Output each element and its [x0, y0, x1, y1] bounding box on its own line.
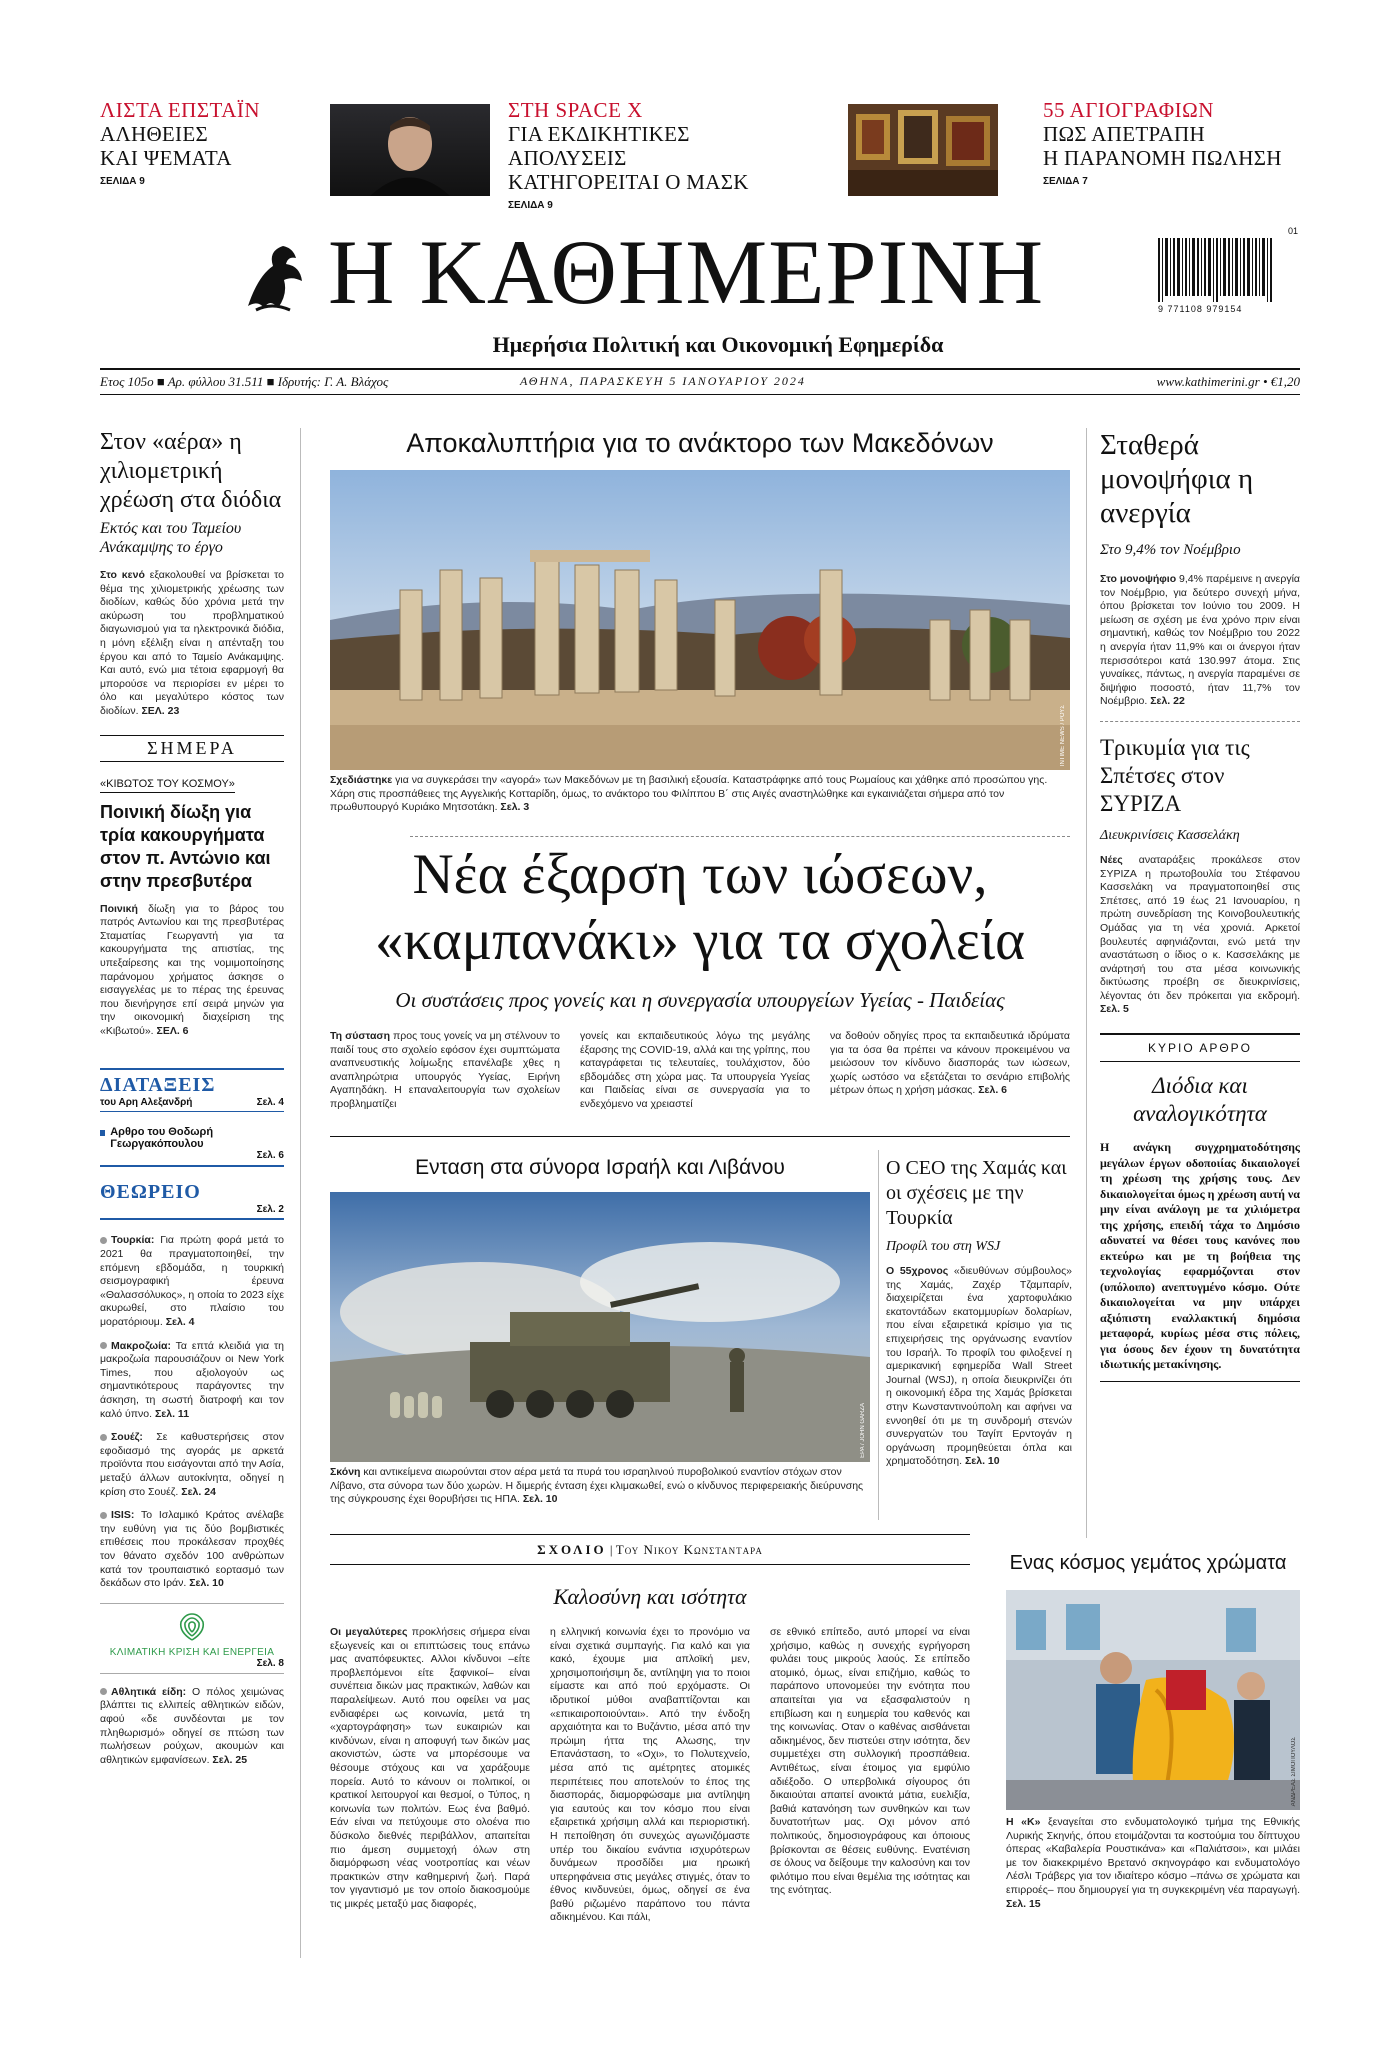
- theorio-page: Σελ. 2: [256, 1204, 284, 1216]
- main-col-text: γονείς και εκπαιδευτικούς λόγω της μεγάλης έξαρσης της COVID-19, αλλά και της γρίπης, που καταγράφεται τις τελευταίες, τουλάχιστον, δύο εβδομάδες στη χώρα μας. Τα υπουργεία Υγείας και Παιδείας είναι σε συνεργασία για το ενδεχόμενο να χρειαστεί: [580, 1030, 810, 1110]
- brief-item[interactable]: [100, 1234, 284, 1329]
- left-divider: [300, 428, 301, 1958]
- kivotos-headline[interactable]: Ποινική δίωξη για τρία κακουργήματα στον π. Αντώνιο και στην πρεσβυτέρα: [100, 801, 271, 891]
- comment-header: [330, 1542, 970, 1558]
- hamas-ref[interactable]: Σελ. 10: [964, 1455, 1000, 1468]
- comment-label: ΣΧΟΛΙΟ: [537, 1542, 607, 1557]
- diataxeis-page: Σελ. 4: [256, 1097, 284, 1109]
- israel-caption-ref[interactable]: Σελ. 10: [522, 1493, 558, 1506]
- teaser-headline: ΑΛΗΘΕΙΕΣ: [100, 122, 208, 146]
- toll-sub: Εκτός και του Ταμείου Ανάκαμψης το έργο: [100, 520, 242, 556]
- teaser-headline: ΚΑΙ ΨΕΜΑΤΑ: [100, 146, 232, 170]
- brief-text: Σε καθυστερήσεις στον εφοδιασμό της αγοράς με αρκετά προϊόντα που εισάγονται από την Ασία, μεταξύ άλλων αυτοκίνητα, οδηγεί η κρίση στο Σουέζ.: [100, 1431, 284, 1498]
- editorial-body: Η ανάγκη συγχρηματοδότησης μεγάλων έργων οδοποιίας δικαιολογεί τη χρέωση της χρήσης τους. Δεν δικαιολογείται όμως η χρέωση αυτή να μην είναι ανάλογη με τα χιλιόμετρα της χρήσης, επειδή τάχα το Δημόσιο αδυνατεί να θέσει τους κανόνες που εκτεύρω και με τη βοήθεια της τεχνολογίας εφαρμόζονται στον (υπόλοιπο) ανεπτυγμένο κόσμο. Ούτε δικαιολογείται να μην υπάρχει αξιόπιστη εναλλακτική δημόσια μεταφορά, κυρίως μέσα στις πόλεις, για όσους δεν έχουν τη δυνατότητα ιδιωτικής μετακίνησης.: [1100, 1140, 1300, 1382]
- colors-caption-ref[interactable]: Σελ. 15: [1006, 1897, 1041, 1910]
- arthro-block[interactable]: [100, 1126, 284, 1167]
- toll-body: [100, 569, 284, 719]
- comment-col-1: [330, 1626, 530, 1911]
- hamas-lead: Ο 55χρονος: [886, 1265, 949, 1277]
- brief-text: Τα επτά κλειδιά για τη μακροζωία παρουσιάζουν οι New York Times, που αξιολογούν ως σημαντικότερους παράγοντες την άσκηση, τη σωστή διατροφή και τον καλό ύπνο.: [100, 1339, 284, 1420]
- toll-text: εξακολουθεί να βρίσκεται το θέμα της χιλιομετρικής χρέωσης των διοδίων, καθώς δύο χρόνια μετά την ακύρωση του προβληματικού διαγωνισμού για τα ηλεκτρονικά διόδια, η μόνη εξέλιξη είναι η απένταξη του έργου και από το Ταμείο Ανάκαμψης. Και αυτό, ενώ μια τέτοια εφαρμογή θα μπορούσε να περιορίσει εν μέρει το όλο και μεγαλύτερο κόστος των διοδίων.: [100, 569, 284, 717]
- israel-caption-lead: Σκόνη: [330, 1466, 361, 1478]
- brief-item[interactable]: [100, 1509, 284, 1591]
- artillery-image-icon: [330, 1192, 870, 1462]
- masthead-title: Η ΚΑΘΗΜΕΡΙΝΗ: [328, 221, 1045, 323]
- colors-caption-lead: Η «Κ»: [1006, 1816, 1041, 1828]
- syriza-headline[interactable]: Τρικυμία για τις Σπέτσες στον ΣΥΡΙΖΑ: [1100, 734, 1250, 816]
- bullet-dot-icon: [100, 1688, 107, 1695]
- right-column: [1100, 428, 1300, 1382]
- barcode-bars-icon: [1158, 238, 1278, 302]
- unemp-sub: Στο 9,4% τον Νοέμβριο: [1100, 542, 1241, 558]
- main-col-text: να δοθούν οδηγίες προς τα εκπαιδευτικά ιδρύματα για τα όσα θα πρέπει να κάνουν προκειμένου να μειώσουν τον κίνδυνο διασποράς των ιώσεων, χωρίς ωστόσο να εξετάζεται το σενάριο επιβολής μέτρων όπως η χρήση μάσκας.: [830, 1030, 1070, 1097]
- toll-lead: Στο κενό: [100, 569, 145, 581]
- unemp-lead: Στο μονοψήφιο: [1100, 573, 1177, 585]
- climate-page: Σελ. 8: [256, 1657, 284, 1669]
- colors-caption: [1006, 1816, 1300, 1911]
- brief-lead: Τουρκία:: [111, 1234, 155, 1247]
- palace-photo-credit: INTIME NEWS / ΡΟΥΣ: [1060, 704, 1066, 766]
- editorial-label: ΚΥΡΙΟ ΑΡΘΡΟ: [1100, 1035, 1300, 1062]
- teaser-kicker: ΣΤΗ SPACE X: [508, 98, 643, 122]
- main-col-3: [830, 1030, 1070, 1098]
- brief-lead: Μακροζωία:: [111, 1339, 171, 1352]
- climate-label: ΚΛΙΜΑΤΙΚΗ ΚΡΙΣΗ ΚΑΙ ΕΝΕΡΓΕΙΑ: [109, 1646, 275, 1658]
- hamas-body: [886, 1265, 1072, 1469]
- griffin-logo-icon: [238, 236, 308, 316]
- brief-lead: Σουέζ:: [111, 1431, 143, 1444]
- briefs-list: [100, 1234, 284, 1590]
- comment-text: προκλήσεις σήμερα είναι εξωγενείς και οι επιπτώσεις τους επάνω μας αναπόφευκτες. Αλλοι κίνδυνοι –είτε προβλεπόμενοι είτε ξαφνικοί– είναι συνέπεια δικών μας πρακτικών, λαθών και παραλείψεων. Αυτό που οφείλει να μας ενδιαφέρει ως κοινωνία, μετά τη «χαρτογράφηση» των ευκαιριών και κινδύνων, είναι η αποφυγή των δικών μας ακονιστών, ώστε να μπορέσουμε να θέσουμε στόχους και να χαράξουμε πορεία. Αυτό το κάνουν οι πολιτικοί, οι κρατικοί λειτουργοί και θεσμοί, ο Τύπος, η κοινωνία των πολιτών. Εως ένα βαθμό. Εάν είναι να πετύχουμε στο ολοένα πιο δύσκολο διεθνές περιβάλλον, απαιτείται πιο άμεση συμμετοχή όλων στη διαμόρφωση νέας νοοτροπίας και νέων πρακτικών στην καθημερινή ζωή. Παρά τον γιγαντισμό με τον οποίο διακοσμούμε τις μικρές μεταξύ μας διαφορές,: [330, 1626, 530, 1910]
- comment-separator: |: [609, 1542, 616, 1557]
- colors-photo-credit: ΑΝΔΡΕΑΣ ΣΙΜΟΠΟΥΛΟΣ: [1291, 1736, 1297, 1806]
- brief-text: Για πρώτη φορά μετά το 2021 θα πραγματοποιηθεί, την επόμενη εβδομάδα, η τουρκική σεισμογραφική έρευνα «Θαλασσόλυκος», η οποία το 2023 είχε ακυρωθεί, στο πλαίσιο του μορατόριουμ.: [100, 1234, 284, 1329]
- comment-col-3: [770, 1626, 970, 1898]
- masthead-rule-top: [100, 368, 1300, 370]
- theorio-block[interactable]: [100, 1181, 284, 1220]
- icons-artwork-icon: [848, 104, 998, 196]
- teaser-epstein[interactable]: [100, 98, 300, 187]
- brief-item[interactable]: [100, 1340, 284, 1422]
- center-divider: [878, 1150, 879, 1520]
- colors-caption-text: ξεναγείται στο ενδυματολογικό τμήμα της Εθνικής Λυρικής Σκηνής, όπου ετοιμάζονται τα κοστούμια του δίπτυχου όπερας «Καβαλερία Ρουστικάνα» και «Παλιάτσοι», και μιλάει με τον διακεκριμένο Βρετανό σκηνογράφο και ενδυματολόγο Λέσλι Τράβερς για τον ιδιαίτερο κόσμο –πάνω σε χρώματα και επιρροές– που δημιουργεί για τη συγκεκριμένη νέα παραγωγή.: [1006, 1816, 1300, 1896]
- comment-col-2: [550, 1626, 750, 1925]
- diataxeis-meta: [100, 1097, 284, 1112]
- syriza-text: αναταράξεις προκάλεσε στον ΣΥΡΙΖΑ η πρωτοβουλία του Στέφανου Κασσελάκη να πραγματοποιηθεί στις Σπέτσες, από 19 έως 21 Ιανουαρίου, η πρώτη συνεδρίαση της Κοινοβουλευτικής Ομάδας για τη νέα χρονιά. Αρκετοί βουλευτές αφηνιάζονται, ενώ μετά την αναστάτωση ο ίδιος ο κ. Κασσελάκης με ανάρτησή του στα μέσα κοινωνικής δικτύωσης προέβη σε διευκρινίσεις, λέγοντας ότι δεν πρόκειται για εκδρομή.: [1100, 853, 1300, 1002]
- simera-section: [100, 735, 284, 762]
- masthead-subtitle: Ημερήσια Πολιτική και Οικονομική Εφημερίδα: [492, 332, 944, 357]
- diataxeis-author: του Αρη Αλεξανδρή: [100, 1097, 193, 1109]
- kivotos-lead: Ποινική: [100, 902, 138, 915]
- syriza-ref[interactable]: Σελ. 5: [1100, 1003, 1129, 1016]
- israel-caption: [330, 1466, 870, 1507]
- square-bullet-icon: [100, 1130, 105, 1136]
- sport-ref: Σελ. 25: [212, 1753, 248, 1766]
- theorio-title: ΘΕΩΡΕΙΟ: [100, 1181, 201, 1204]
- palace-headline[interactable]: Αποκαλυπτήρια για το ανάκτορο των Μακεδόνων: [406, 428, 994, 458]
- right-divider: [1086, 428, 1087, 1538]
- barcode-number: 9 771108 979154: [1158, 304, 1243, 314]
- comment-title[interactable]: Καλοσύνη και ισότητα: [553, 1584, 747, 1609]
- masthead-meta-right: www.kathimerini.gr • €1,20: [1156, 374, 1300, 389]
- teaser-kicker: ΛΙΣΤΑ ΕΠΣΤΑΪΝ: [100, 98, 261, 122]
- israel-caption-text: και αντικείμενα αιωρούνται στον αέρα μετά τα πυρά του ισραηλινού πυροβολικού εναντίον στόχων στον Λίβανο, στα σύνορα των δύο χωρών. Η διμερής ένταση έχει κλιμακωθεί, ενώ ο κίνδυνος περιφερειακής διεύρυνσης της σύγκρουσης έχει θορυβήσει τις ΗΠΑ.: [330, 1466, 864, 1506]
- teaser-kicker: 55 ΑΓΙΟΓΡΑΦΙΩΝ: [1043, 98, 1214, 122]
- masthead-meta-date: ΑΘΗΝΑ, ΠΑΡΑΣΚΕΥΗ 5 ΙΑΝΟΥΑΡΙΟΥ 2024: [520, 374, 806, 388]
- toll-ref[interactable]: ΣΕΛ. 23: [141, 704, 180, 717]
- teaser-page: ΣΕΛΙΔΑ 9: [100, 176, 145, 187]
- bullet-dot-icon: [100, 1342, 107, 1349]
- fingerprint-leaf-icon: [175, 1612, 209, 1642]
- icons-photo: [848, 104, 998, 196]
- main-col-1: [330, 1030, 560, 1112]
- bullet-dot-icon: [100, 1512, 107, 1519]
- sport-text: Ο πόλος χειμώνας βλάπτει τις ελλιπείς αθλητικών ειδών, αφού «δε συνδέονται με τον πληθωρισμό» οδηγεί σε πτώση των πωλήσεων ρούχων, ακουμών και αθλητικών εμφανίσεων.: [100, 1685, 284, 1766]
- diataxeis-block[interactable]: [100, 1068, 284, 1112]
- masthead-rule-bottom: [100, 394, 1300, 395]
- barcode-issue: 01: [1287, 226, 1298, 236]
- musk-portrait-icon: [330, 104, 490, 196]
- colors-headline[interactable]: Ενας κόσμος γεμάτος χρώματα: [1009, 1552, 1287, 1574]
- teaser-icons[interactable]: [1043, 98, 1303, 187]
- teaser-headline: ΚΑΤΗΓΟΡΕΙΤΑΙ Ο ΜΑΣΚ: [508, 170, 749, 194]
- hamas-sub: Προφίλ του στη WSJ: [886, 1239, 1001, 1254]
- main-headline[interactable]: [318, 842, 1082, 974]
- palace-caption-lead: Σχεδιάστηκε: [330, 774, 393, 786]
- palace-caption: [330, 774, 1070, 815]
- kivotos-ref[interactable]: ΣΕΛ. 6: [156, 1024, 189, 1037]
- masthead-meta-left: Ετος 105ο ■ Αρ. φύλλου 31.511 ■ Ιδρυτής: Γ. Α. Βλάχος: [100, 374, 389, 389]
- climate-block[interactable]: [100, 1603, 284, 1674]
- unemp-text: 9,4% παρέμεινε η ανεργία τον Νοέμβριο, για δεύτερο συνεχή μήνα, όπου βρίσκεται τον Ιούνιο του 2009. Η μείωση σε σχέση με ένα χρόνο πριν είναι σημαντική, καθώς τον Νοέμβριο του 2022 η ανεργία ήταν 11,9% και οι άνεργοι ήταν περισσότεροι κατά 130.997 άτομα. Στις γυναίκες, πάντως, η ανεργία παραμένει σε διψήφιο ποσοστό, ήταν 11,7% τον Νοέμβριο.: [1100, 573, 1300, 708]
- editorial-box: [1100, 1033, 1300, 1382]
- diataxeis-title: ΔΙΑΤΑΞΕΙΣ: [100, 1074, 216, 1097]
- main-col-2: [580, 1030, 810, 1112]
- teaser-headline: ΠΩΣ ΑΠΕΤΡΑΠΗ: [1043, 122, 1205, 146]
- barcode: [1158, 228, 1298, 318]
- comment-author: Του Νικου Κωνσταντaρα: [615, 1542, 763, 1557]
- hamas-headline[interactable]: Ο CEO της Χαμάς και οι σχέσεις με την Τουρκία: [886, 1157, 1067, 1229]
- hamas-story: [886, 1156, 1072, 1469]
- brief-ref: Σελ. 11: [154, 1407, 190, 1420]
- arthro-text-row: [100, 1126, 284, 1150]
- main-subheadline: Οι συστάσεις προς γονείς και η συνεργασία υπουργείων Υγείας - Παιδείας: [395, 988, 1005, 1012]
- kivotos-text: δίωξη για το βάρος του πατρός Αντωνίου και της πρεσβυτέρας Σταματίας Γεωργαντή για τα κακουργήματα της απιστίας, της υπεξαίρεσης και της νομιμοποίησης παράνομου χρήματος άσκησε ο εισαγγελέας με το πέρας της έρευνας που διενήργησε επί σειρά μηνών για την οικονομική διαχείριση της «Κιβωτού».: [100, 902, 284, 1037]
- separator: [1100, 721, 1300, 722]
- arthro-text: Αρθρο του Θοδωρή Γεωργακόπουλου: [110, 1126, 214, 1151]
- main-col-lead: Τη σύσταση: [330, 1030, 390, 1042]
- palace-photo: [330, 470, 1070, 770]
- kivotos-body: [100, 903, 284, 1039]
- teaser-page: ΣΕΛΙΔΑ 7: [1043, 176, 1088, 187]
- bullet-dot-icon: [100, 1237, 107, 1244]
- brief-item[interactable]: [100, 1431, 284, 1499]
- separator: [410, 836, 1070, 837]
- teaser-page: ΣΕΛΙΔΑ 9: [508, 200, 553, 211]
- palace-caption-text: για να συγκεράσει την «αγορά» των Μακεδόνων με τη βασιλική εξουσία. Καταστράφηκε από τους Ρωμαίους και χάθηκε από προσώπου γης. Χάρη στις προσπάθειες της Αγγελικής Κοτταρίδη, όμως, το ανάκτορο του Φιλίππου Β΄ στις Αιγές αναστηλώθηκε και εγκαινιάζεται σήμερα από τον πρωθυπουργό Κυριάκο Μητσοτάκη.: [330, 774, 1048, 814]
- brief-text: Το Ισλαμικό Κράτος ανέλαβε την ευθύνη για τις δύο βομβιστικές επιθέσεις που προκάλεσαν προχθές τον θάνατο σχεδόν 100 ανθρώπων κατά τον τρουπαιστικό εορτασμό των δεκάδων στο Ιράν.: [100, 1509, 284, 1590]
- sport-lead: Αθλητικά είδη:: [111, 1685, 187, 1698]
- syriza-body: [1100, 854, 1300, 1017]
- brief-lead: ISIS:: [111, 1509, 135, 1522]
- editorial-title[interactable]: Διόδια και αναλογικότητα: [1133, 1073, 1267, 1127]
- teaser-spacex[interactable]: [508, 98, 808, 211]
- main-bottom-rule: [330, 1136, 1070, 1137]
- comment-text: η ελληνική κοινωνία έχει το προνόμιο να είναι σχετικά συμπαγής. Για καλό και για κακό, έχουμε μια απλοϊκή μεν, χρησιμοποιήσιμη δε, αντίληψη για το ποιοι είμαστε και από πού ερχόμαστε. Οι ιδρυτικοί μύθοι αναβαπτίζονται και «επικαιροποιούνται». Από την ένδοξη αρχαιότητα και το Βυζάντιο, μέσα από την πρώιμη ήττα της Αλωσης, την Επανάσταση, το «Οχι», το Πολυτεχνείο, μέσα από τις αμέτρητες ατομικές περιπέτειες που αποτελούν το έπος της διασποράς, διαμορφώσαμε μια αντίληψη για εαυτούς και τον κόσμο που είναι εξαιρετικά χρήσιμη αλλά και περιοριστική. Η πεποίθηση ότι συνεχώς αγωνιζόμαστε υπέρ του δικαίου ενάντια ισχυρότερων δυνάμεων προσδίδει μια ηρωική υπερηφάνεια στις μεγάλες στιγμές, όταν το έθνος κινδυνεύει, όμως, οδηγεί σε ένα βαθύ ριζωμένο παράπονο του πάντα αδικημένου. Και πάλι,: [550, 1626, 750, 1924]
- ancient-columns-image-icon: [330, 470, 1070, 770]
- unemp-ref[interactable]: Σελ. 22: [1150, 695, 1185, 708]
- palace-caption-ref[interactable]: Σελ. 3: [500, 801, 530, 814]
- brief-ref: Σελ. 24: [181, 1485, 216, 1498]
- bullet-dot-icon: [100, 1434, 107, 1441]
- unemp-headline[interactable]: Σταθερά μονοψήφια η ανεργία: [1100, 429, 1254, 529]
- unemp-body: [1100, 573, 1300, 709]
- colors-photo: [1006, 1590, 1300, 1810]
- comment-text: σε εθνικό επίπεδο, αυτό μπορεί να είναι χρήσιμο, καθώς η συνεχής εγρήγορση φυλάει τους μικρούς λαούς. Σε επίπεδο ατομικό, όμως, είναι επιζήμιο, καθώς το παράπονο υπονομεύει την ενότητα που απαιτείται για να εξασφαλιστούν η επιβίωση και η ευημερία του καθενός και της κοινωνίας. Οταν ο καθένας αισθάνεται αδικημένος, δεν πιστεύει στην ισότητα, δεν συμμετέχει στη συλλογική προσπάθεια. Αντιθέτως, είναι έτοιμος για εμφύλιο αδιέξοδο. Ο υπερβολικά σίγουρος ότι δικαιούται απαιτεί ανοικτά μάτια, ευελιξία, βαθιά κατανόηση των συνθηκών και των δυνατοτήτων μας. Οχι μόνον από πολιτικούς, δημοσιογράφους και όποιους βρίσκονται σε θέσεις ευθύνης. Ενατένιση σε όλους να δείξουμε την καλοσύνη και τον φιλότιμο που είναι θεμέλια της ισότητας και της ενότητας.: [770, 1626, 970, 1897]
- toll-headline[interactable]: Στον «αέρα» η χιλιομετρική χρέωση στα διόδια: [100, 429, 282, 513]
- syriza-lead: Νέες: [1100, 853, 1123, 866]
- hamas-text: «διευθύνων σύμβουλος» της Χαμάς, Ζαχέρ Τζαμπαρίν, διαχειρίζεται ένα χαρτοφυλάκιο εκατοντάδων εκατομμυρίων δολαρίων, που είναι εξαιρετικά κρίσιμο για τις επιχειρήσεις της οργάνωσης εναντίον του Ισραήλ. Το προφίλ του φιλοξενεί η αμερικανική εφημερίδα Wall Street Journal (WSJ), η οποία διευκρινίζει ότι η οικονομική έδρα της Χαμάς βρίσκεται στην Κωνσταντινούπολη και αφήνει να εννοηθεί ότι με τη συνδρομή στενών συνεργατών του Ταγίπ Ερντογάν η οργάνωση προμηθεύεται όπλα και χρηματοδότηση.: [886, 1265, 1073, 1468]
- simera-label: ΣΗΜΕΡΑ: [147, 737, 237, 758]
- israel-photo-credit: EPA / JOHN GARZA: [860, 1403, 866, 1458]
- comment-rule-mid: [330, 1564, 970, 1565]
- comment-lead: Οι μεγαλύτερες: [330, 1626, 408, 1638]
- main-headline-line2: «καμπανάκι» για τα σχολεία: [375, 909, 1025, 972]
- sport-brief[interactable]: [100, 1686, 284, 1768]
- comment-rule-top: [330, 1534, 970, 1535]
- main-col-text: προς τους γονείς να μη στέλνουν το παιδί τους στο σχολείο εφόσον έχει συμπτώματα αναπνευστικής λοίμωξης επανέλαβε χθες η αναπληρώτρια υπουργός Υγείας, Ειρήνη Αγαπηδάκη. Η επαναλειτουργία των σχολείων προβληματίζει: [330, 1030, 560, 1110]
- israel-photo: [330, 1192, 870, 1462]
- teaser-headline: ΓΙΑ ΕΚΔΙΚΗΤΙΚΕΣ ΑΠΟΛΥΣΕΙΣ: [508, 122, 690, 170]
- musk-photo: [330, 104, 490, 196]
- teaser-headline: Η ΠΑΡΑΝΟΜΗ ΠΩΛΗΣΗ: [1043, 146, 1282, 170]
- arthro-page: Σελ. 6: [256, 1150, 284, 1162]
- brief-ref: Σελ. 4: [165, 1316, 195, 1329]
- main-headline-line1: Νέα έξαρση των ιώσεων,: [412, 843, 988, 906]
- syriza-sub: Διευκρινίσεις Κασσελάκη: [1100, 827, 1240, 843]
- left-column: [100, 428, 284, 1767]
- israel-headline[interactable]: Ενταση στα σύνορα Ισραήλ και Λιβάνου: [415, 1156, 785, 1179]
- brief-ref: Σελ. 10: [189, 1577, 224, 1590]
- costume-workshop-image-icon: [1006, 1590, 1300, 1810]
- main-col-ref[interactable]: Σελ. 6: [978, 1084, 1008, 1097]
- kivotos-kicker: «ΚΙΒΩΤΟΣ ΤΟΥ ΚΟΣΜΟΥ»: [100, 778, 235, 793]
